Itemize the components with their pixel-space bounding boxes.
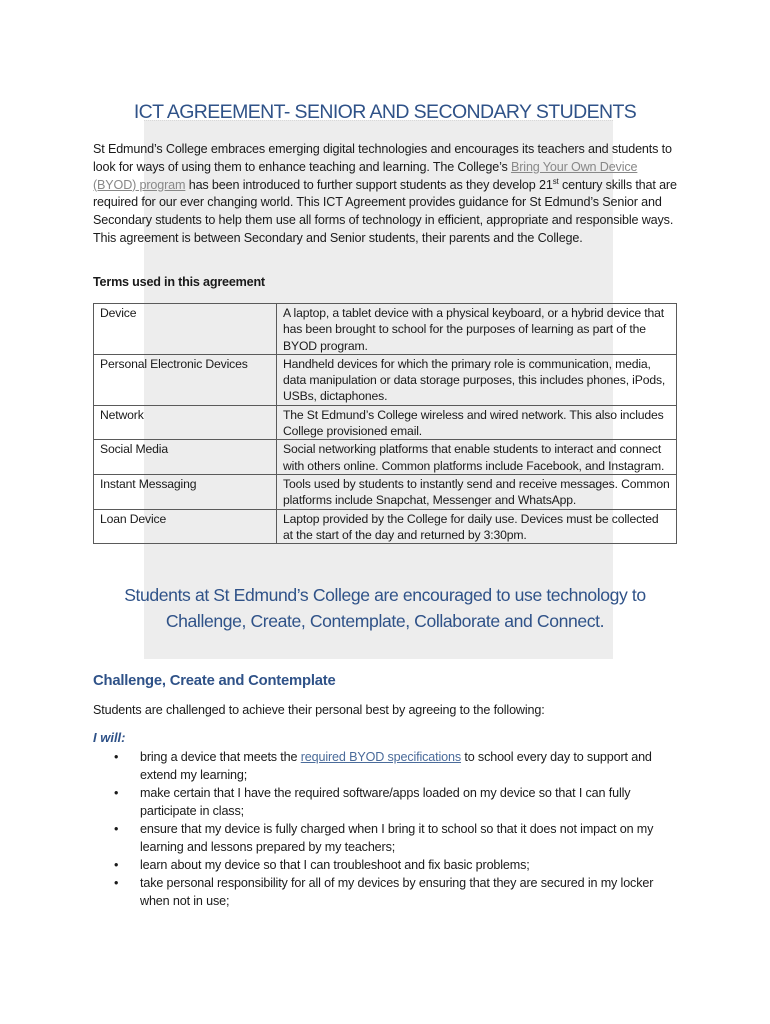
definition-cell: Laptop provided by the College for daily use. Devices must be collected at the start of the day and returned by 3:30pm. — [277, 509, 677, 544]
tagline — [0, 582, 770, 634]
table-row — [94, 405, 677, 440]
table-row — [94, 474, 677, 509]
pledge-list — [93, 748, 683, 910]
list-item: • ensure that my device is fully charged when I bring it to school so that it does not impact on my learning and lessons prepared by my teachers; — [114, 822, 654, 854]
definition-cell: A laptop, a tablet device with a physical keyboard, or a hybrid device that has been brought to school for the purposes of learning as part of the BYOD program. — [277, 304, 677, 355]
definition-cell: Social networking platforms that enable students to interact and connect with others online. Common platforms include Facebook, and Instagram. — [277, 440, 677, 475]
definition-cell: Handheld devices for which the primary role is communication, media, data manipulation or data storage purposes, this includes phones, iPods, USBs, dictaphones. — [277, 354, 677, 405]
bullet-icon: • — [114, 822, 119, 836]
section-intro: Students are challenged to achieve their personal best by agreeing to the following: — [93, 703, 545, 717]
term-cell: Social Media — [94, 440, 277, 475]
bullet-icon: • — [114, 858, 119, 872]
byod-program-link[interactable]: Bring Your Own Device (BYOD) program — [93, 159, 638, 192]
definition-cell: The St Edmund’s College wireless and wired network. This also includes College provisioned email. — [277, 405, 677, 440]
term-cell: Instant Messaging — [94, 474, 277, 509]
intro-paragraph: St Edmund’s College embraces emerging digital technologies and encourages its teachers and students to look for ways of using them to enhance teaching and learning. The College’s Bring Your Own Device (BYOD) program has been introduced to further support students as they develop 21st century skills that are required for our ever changing world. This ICT Agreement provides guidance for St Edmund’s Senior and Secondary students to help them use all forms of technology in efficient, appropriate and responsible ways. This agreement is between Secondary and Senior students, their parents and the College. — [93, 142, 677, 245]
table-row — [94, 509, 677, 544]
terms-table — [93, 303, 677, 544]
page-title: ICT AGREEMENT- SENIOR AND SECONDARY STUDENTS — [133, 101, 637, 124]
byod-specifications-link[interactable]: required BYOD specifications — [300, 750, 462, 764]
term-cell: Network — [94, 405, 277, 440]
terms-heading: Terms used in this agreement — [93, 275, 265, 289]
list-item: • bring a device that meets the required BYOD specifications to school every day to support and extend my learning; — [114, 750, 652, 782]
tagline-line-1: Students at St Edmund’s College are encouraged to use technology to — [124, 585, 646, 605]
list-item: • take personal responsibility for all of my devices by ensuring that they are secured in my locker when not in use; — [114, 876, 654, 908]
table-row — [94, 440, 677, 475]
term-cell: Loan Device — [94, 509, 277, 544]
section-heading: Challenge, Create and Contemplate — [93, 673, 336, 689]
bullet-icon: • — [114, 786, 119, 800]
table-row — [94, 304, 677, 355]
bullet-icon: • — [114, 750, 119, 764]
table-row — [94, 354, 677, 405]
i-will-label: I will: — [93, 730, 126, 745]
list-item: • make certain that I have the required software/apps loaded on my device so that I can fully participate in class; — [114, 786, 631, 818]
definition-cell: Tools used by students to instantly send and receive messages. Common platforms include Snapchat, Messenger and WhatsApp. — [277, 474, 677, 509]
list-item: • learn about my device so that I can troubleshoot and fix basic problems; — [114, 858, 530, 872]
term-cell: Device — [94, 304, 277, 355]
bullet-icon: • — [114, 876, 119, 890]
term-cell: Personal Electronic Devices — [94, 354, 277, 405]
tagline-line-2: Challenge, Create, Contemplate, Collaborate and Connect. — [165, 611, 605, 631]
